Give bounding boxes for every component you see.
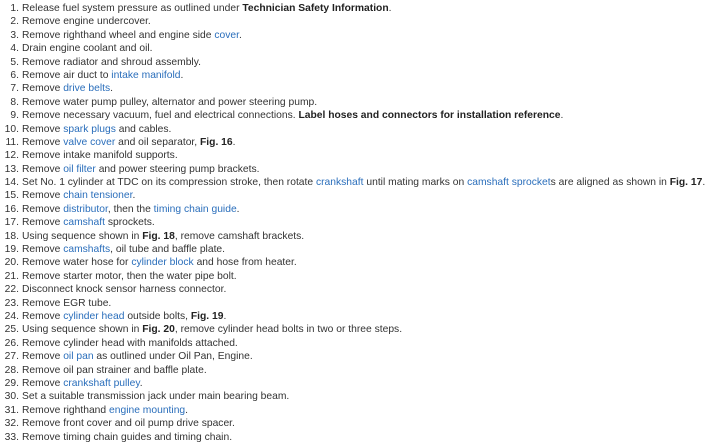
step-number: 19. [4,244,19,256]
step-number: 30. [4,391,19,403]
step-text-segment: Remove cylinder head with manifolds attached. [22,337,238,349]
step-text [19,404,188,417]
term-link[interactable]: camshaft sprocket [467,177,551,189]
procedure-step [0,243,650,256]
procedure-step [0,29,650,42]
term-link[interactable]: cylinder block [131,257,194,269]
step-number: 31. [4,404,19,416]
procedure-step [0,256,650,269]
step-number: 4. [10,43,19,55]
step-text-segment: , then the [107,203,154,215]
step-text [19,390,289,403]
procedure-step [0,364,650,377]
term-link[interactable]: crankshaft pulley [63,377,140,389]
step-text-segment: and oil separator, [115,136,200,148]
term-link[interactable]: oil pan [63,351,94,363]
term-link[interactable]: spark plugs [63,123,116,135]
step-text-segment: , oil tube and baffle plate. [110,244,226,256]
step-text-segment: Remove [22,203,64,215]
step-text-segment: . [139,377,143,389]
step-text-segment: Using sequence shown in [22,324,143,336]
procedure-step [0,69,650,82]
step-number: 22. [4,284,19,296]
step-text-segment: . [223,310,227,322]
procedure-step [0,2,650,15]
procedure-step [0,337,650,350]
term-link[interactable]: valve cover [63,136,116,148]
step-text [19,310,226,323]
step-text [19,69,183,82]
step-text [19,243,225,256]
procedure-step [0,82,650,95]
procedure-step [0,297,650,310]
procedure-step [0,417,650,430]
procedure-step [0,431,650,444]
step-text-segment: Remove righthand [22,404,110,416]
step-text-segment: Remove [22,377,64,389]
step-text-segment: Release fuel system pressure as outlined under [22,3,243,14]
procedure-step [0,283,650,296]
procedure-step [0,390,650,403]
step-text-segment: Remove [22,351,64,363]
step-text-segment: Remove engine undercover. [22,16,151,28]
step-text-segment: Remove [22,83,64,95]
procedure-step [0,136,650,149]
step-text-segment: Remove [22,310,64,322]
step-text [19,230,304,243]
term-link[interactable]: camshaft [63,217,105,229]
step-text-segment: until mating marks on [363,177,468,189]
step-number: 8. [10,96,19,108]
term-link[interactable]: cylinder head [63,310,125,322]
step-number: 9. [10,110,19,122]
step-text [19,29,242,42]
step-text [19,203,240,216]
step-text-segment: Remove [22,136,64,148]
step-number: 24. [4,310,19,322]
step-text-segment: . [236,203,240,215]
step-text-segment: as outlined under Oil Pan, Engine. [93,351,253,363]
step-text-segment: . [560,110,564,122]
step-number: 11. [5,136,19,148]
term-link[interactable]: distributor [63,203,108,215]
step-text-segment: . [185,404,189,416]
step-text [19,136,236,149]
step-number: 18. [4,230,19,242]
step-text [19,431,232,444]
step-number: 13. [4,163,19,175]
step-number: 7. [10,83,19,95]
procedure-step [0,96,650,109]
step-text-segment: Remove starter motor, then the water pipe bolt. [22,270,237,282]
term-link[interactable]: timing chain guide [153,203,237,215]
step-text-segment: Remove timing chain guides and timing chain. [22,431,233,443]
step-number: 3. [10,29,19,41]
term-link[interactable]: drive belts [63,83,111,95]
step-text-segment: Remove air duct to [22,69,112,81]
step-text-segment: Remove necessary vacuum, fuel and electrical connections. [22,110,299,122]
step-text-segment: , remove cylinder head bolts in two or three steps. [174,324,403,336]
step-text [19,109,563,122]
step-number: 25. [4,324,19,336]
procedure-step [0,270,650,283]
step-number: 6. [10,69,19,81]
procedure-step [0,15,650,28]
step-text [19,323,402,336]
step-text [19,189,135,202]
step-text [19,350,253,363]
step-text-segment: Remove radiator and shroud assembly. [22,56,201,68]
step-text [19,82,113,95]
step-text-segment: and power steering pump brackets. [95,163,260,175]
step-text [19,2,392,15]
step-text [19,297,111,310]
step-text [19,256,297,269]
step-number: 10. [4,123,19,135]
emphasis-text: Technician Safety Information [242,3,389,14]
step-text-segment: outside bolts, [124,310,191,322]
procedure-step [0,42,650,55]
procedure-step [0,123,650,136]
step-number: 5. [10,56,19,68]
step-text-segment: sprockets. [104,217,155,229]
procedure-step [0,216,650,229]
step-text [19,364,207,377]
procedure-step [0,109,650,122]
procedure-step [0,377,650,390]
step-text-segment: Remove EGR tube. [22,297,112,309]
term-link[interactable]: oil filter [63,163,96,175]
step-number: 21. [4,270,19,282]
step-text-segment: Remove water hose for [22,257,132,269]
step-text-segment: s are aligned as shown in [550,177,670,189]
step-text-segment: Remove righthand wheel and engine side [22,29,215,41]
step-number: 26. [4,337,19,349]
step-text [19,42,153,55]
step-text-segment: Remove front cover and oil pump drive spacer. [22,418,235,430]
step-number: 32. [4,418,19,430]
step-text-segment: Using sequence shown in [22,230,143,242]
step-number: 20. [4,257,19,269]
step-text [19,56,201,69]
procedure-step [0,230,650,243]
step-text-segment: Remove intake manifold supports. [22,150,178,162]
procedure-step [0,350,650,363]
step-number: 29. [4,377,19,389]
procedure-step [0,404,650,417]
emphasis-text: Label hoses and connectors for installation reference [298,110,561,122]
term-link[interactable]: chain tensioner [63,190,133,202]
emphasis-text: Fig. 16 [200,136,233,148]
step-text [19,377,143,390]
step-number: 27. [4,351,19,363]
emphasis-text: Fig. 18 [142,230,175,242]
procedure-step [0,163,650,176]
emphasis-text: Fig. 17 [669,177,703,189]
step-text-segment: Set a suitable transmission jack under main bearing beam. [22,391,290,403]
step-text [19,176,705,189]
step-number: 33. [4,431,19,443]
step-text-segment: . [110,83,114,95]
step-text-segment: Remove [22,163,64,175]
emphasis-text: Fig. 19 [190,310,224,322]
step-text [19,216,155,229]
step-text-segment: and cables. [115,123,172,135]
emphasis-text: Fig. 20 [142,324,175,336]
procedure-step [0,310,650,323]
step-number: 23. [4,297,19,309]
step-text [19,337,238,350]
step-text-segment: Remove [22,123,64,135]
step-text-segment: Remove oil pan strainer and baffle plate. [22,364,207,376]
procedure-step [0,176,705,189]
step-text [19,270,237,283]
step-number: 17. [4,217,19,229]
procedure-step [0,189,650,202]
term-link[interactable]: engine mounting [109,404,186,416]
step-text-segment: . [180,69,184,81]
step-text-segment: . [232,136,236,148]
term-link[interactable]: crankshaft [315,177,364,189]
step-number: 2. [10,16,19,28]
procedure-step [0,203,650,216]
step-text [19,163,260,176]
step-text-segment: Disconnect knock sensor harness connector. [22,284,227,296]
procedure-step [0,323,650,336]
step-text [19,15,151,28]
step-text-segment: Remove [22,244,64,256]
step-text [19,417,235,430]
step-text-segment: Remove [22,217,64,229]
step-text-segment: Remove water pump pulley, alternator and power steering pump. [22,96,318,108]
step-text-segment: and hose from heater. [193,257,297,269]
term-link[interactable]: intake manifold [111,69,181,81]
step-text-segment: Remove [22,190,64,202]
step-number: 28. [4,364,19,376]
step-text [19,149,178,162]
step-text-segment: , remove camshaft brackets. [174,230,305,242]
step-number: 1. [10,3,19,14]
term-link[interactable]: camshafts [63,244,111,256]
step-text-segment: . [132,190,136,202]
step-number: 15. [4,190,19,202]
step-text [19,96,317,109]
procedure-step [0,56,650,69]
step-number: 12. [4,150,19,162]
step-number: 14. [4,177,19,189]
step-text-segment: Set No. 1 cylinder at TDC on its compression stroke, then rotate [22,177,316,189]
step-text [19,123,171,136]
step-number: 16. [4,203,19,215]
step-text-segment: . [388,3,392,14]
procedure-step [0,149,650,162]
step-text-segment: . [702,177,705,189]
step-text [19,283,226,296]
step-text-segment: . [238,29,242,41]
step-text-segment: Drain engine coolant and oil. [22,43,153,55]
term-link[interactable]: cover [214,29,239,41]
